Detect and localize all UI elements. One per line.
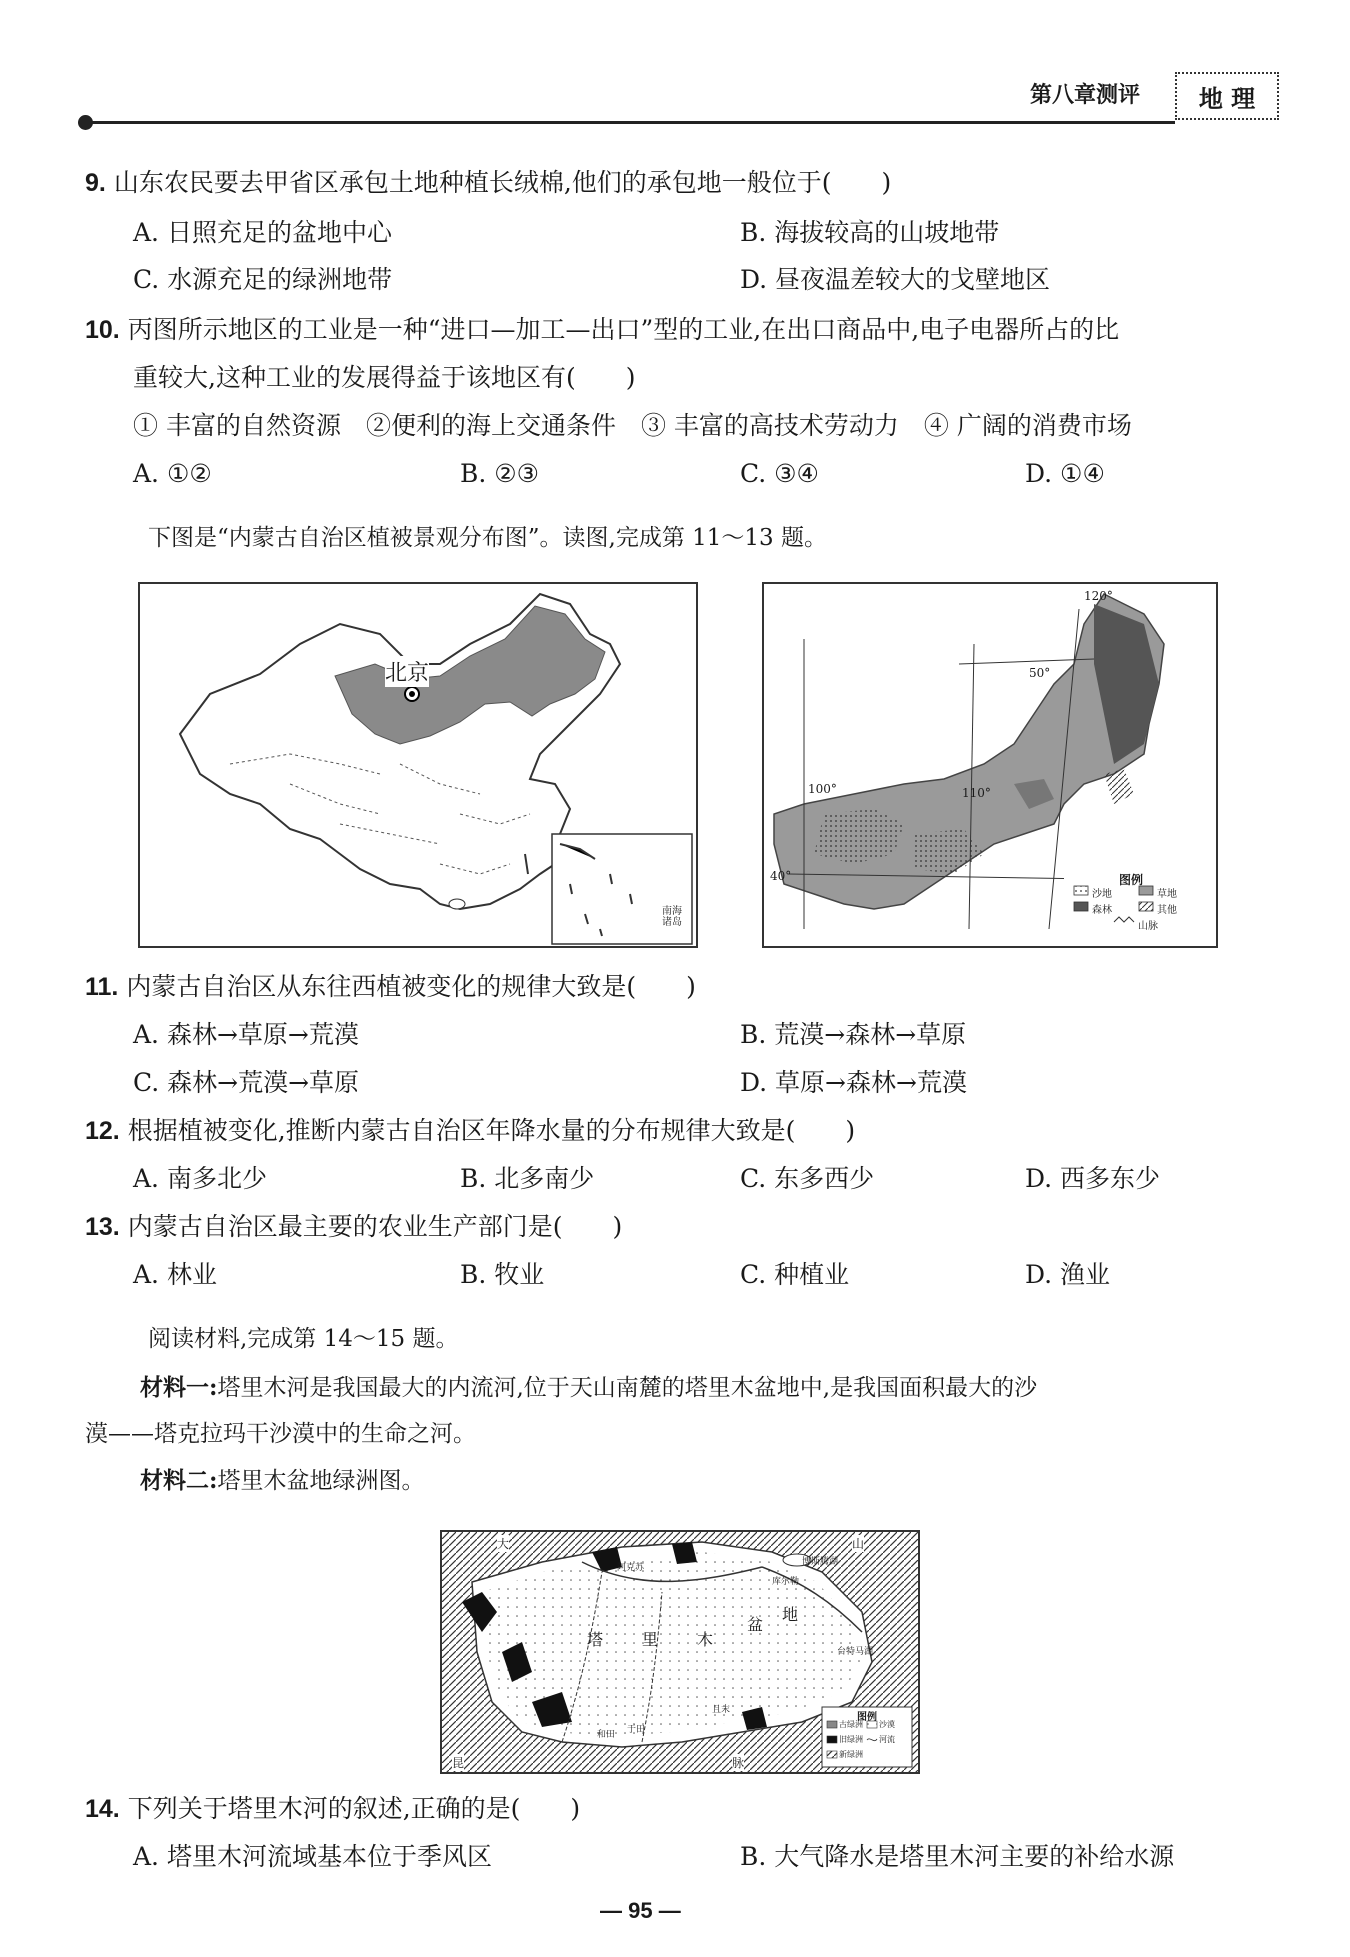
basin-char-5: 地 (782, 1605, 799, 1624)
china-map (138, 582, 698, 948)
inset-label: 南海诸岛 (662, 906, 682, 928)
option-b[interactable]: B. 北多南少 (460, 1164, 595, 1193)
question-text: 根据植被变化,推断内蒙古自治区年降水量的分布规律大致是( ) (127, 1116, 856, 1145)
place-taitema: 台特马湖 (837, 1647, 874, 1657)
question-number: 14. (85, 1795, 120, 1823)
question-number: 12. (85, 1117, 120, 1145)
intro-11-13: 下图是“内蒙古自治区植被景观分布图”。读图,完成第 11～13 题。 (148, 525, 827, 551)
legend-mountain: 山脉 (1138, 921, 1158, 932)
question-text-line2: 重较大,这种工业的发展得益于该地区有( ) (133, 363, 636, 392)
inner-mongolia-map (762, 582, 1218, 948)
basin-char-4: 盆 (747, 1615, 764, 1634)
option-d[interactable]: D. 西多东少 (1025, 1164, 1161, 1193)
material-2 (140, 1465, 425, 1497)
edge-label-kun: 昆 (452, 1756, 465, 1770)
lon-120-label: 120° (1084, 589, 1113, 603)
legend-title: 图例 (1119, 873, 1144, 887)
option-a[interactable]: A. 林业 (133, 1260, 217, 1289)
legend-river: 河流 (879, 1735, 895, 1744)
option-c[interactable]: C. 东多西少 (740, 1164, 875, 1193)
place-aksu: 阿克苏 (617, 1563, 645, 1573)
legend-former-oasis: 旧绿洲 (839, 1735, 863, 1744)
material-1-line2: 漠——塔克拉玛干沙漠中的生命之河。 (85, 1421, 476, 1447)
legend-other: 其他 (1157, 905, 1177, 916)
option-d[interactable]: D. 昼夜温差较大的戈壁地区 (740, 265, 1051, 294)
inner-mongolia-map-svg (764, 584, 1216, 946)
material-1-line1: 塔里木河是我国最大的内流河,位于天山南麓的塔里木盆地中,是我国面积最大的沙 (217, 1375, 1038, 1401)
tarim-basin-map (440, 1530, 920, 1774)
question-text-line1: 丙图所示地区的工业是一种“进口—加工—出口”型的工业,在出口商品中,电子电器所占的比 (127, 315, 1120, 344)
basin-char-2: 里 (642, 1630, 659, 1649)
page-number: — 95 — (600, 1898, 681, 1923)
basin-char-1: 塔 (587, 1630, 604, 1649)
option-a[interactable]: A. 森林→草原→荒漠 (133, 1020, 359, 1049)
chapter-title: 第八章测评 (1030, 82, 1141, 108)
china-map-svg (140, 584, 696, 946)
material-1-label: 材料一: (140, 1374, 218, 1401)
intro-14-15: 阅读材料,完成第 14～15 题。 (148, 1326, 459, 1352)
option-c[interactable]: C. 水源充足的绿洲地带 (133, 265, 393, 294)
place-qiemo: 且末 (712, 1705, 731, 1715)
option-c[interactable]: C. ③④ (740, 459, 819, 488)
question-10 (85, 313, 1119, 347)
beijing-label: 北京 (385, 656, 429, 687)
place-hotan: 和田 (597, 1730, 616, 1740)
question-number: 13. (85, 1213, 120, 1241)
option-a[interactable]: A. 塔里木河流域基本位于季风区 (133, 1842, 492, 1871)
option-b[interactable]: B. 海拔较高的山坡地带 (740, 218, 1000, 247)
edge-label-mai: 脉 (732, 1756, 745, 1770)
question-11 (85, 970, 696, 1004)
question-9 (85, 166, 891, 200)
question-text: 山东农民要去甲省区承包土地种植长绒棉,他们的承包地一般位于( ) (113, 168, 892, 197)
place-yutian: 于田 (627, 1725, 646, 1735)
place-korla: 库尔勒 (772, 1577, 800, 1587)
basin-char-3: 木 (697, 1630, 714, 1649)
legend-old-oasis: 古绿洲 (839, 1720, 863, 1729)
material-2-text: 塔里木盆地绿洲图。 (217, 1468, 425, 1494)
lat-50-label: 50° (1029, 666, 1051, 680)
legend-grass: 草地 (1157, 889, 1177, 900)
question-13 (85, 1210, 622, 1244)
lon-100-label: 100° (808, 782, 837, 796)
option-d[interactable]: D. ①④ (1025, 459, 1105, 488)
question-text: 下列关于塔里木河的叙述,正确的是( ) (127, 1794, 581, 1823)
edge-label-da: 大 (497, 1537, 510, 1551)
option-b[interactable]: B. 牧业 (460, 1260, 545, 1289)
legend-title: 图例 (857, 1712, 877, 1723)
subject-label: 地 理 (1198, 83, 1256, 113)
question-items: ① 丰富的自然资源 ②便利的海上交通条件 ③ 丰富的高技术劳动力 ④ 广阔的消费市场 (133, 411, 1132, 440)
subject-box (1175, 72, 1279, 120)
option-b[interactable]: B. 大气降水是塔里木河主要的补给水源 (740, 1842, 1175, 1871)
question-text: 内蒙古自治区从东往西植被变化的规律大致是( ) (126, 972, 696, 1001)
legend-desert: 沙漠 (879, 1720, 895, 1729)
question-14 (85, 1792, 580, 1826)
option-d[interactable]: D. 草原→森林→荒漠 (740, 1068, 967, 1097)
option-a[interactable]: A. 南多北少 (133, 1164, 267, 1193)
option-c[interactable]: C. 森林→荒漠→草原 (133, 1068, 360, 1097)
lat-40-label: 40° (770, 869, 792, 883)
lon-110-label: 110° (962, 786, 991, 800)
legend-forest: 森林 (1092, 905, 1112, 916)
question-12 (85, 1114, 855, 1148)
question-number: 11. (85, 973, 119, 1001)
option-b[interactable]: B. 荒漠→森林→草原 (740, 1020, 967, 1049)
question-text: 内蒙古自治区最主要的农业生产部门是( ) (127, 1212, 623, 1241)
question-number: 9. (85, 169, 106, 197)
material-1 (140, 1372, 1037, 1404)
option-d[interactable]: D. 渔业 (1025, 1260, 1111, 1289)
option-a[interactable]: A. 日照充足的盆地中心 (133, 218, 392, 247)
legend-sand: 沙地 (1092, 889, 1112, 900)
header-rule (85, 121, 1175, 124)
place-bosten: 博斯腾湖 (802, 1557, 839, 1567)
option-c[interactable]: C. 种植业 (740, 1260, 850, 1289)
option-b[interactable]: B. ②③ (460, 459, 540, 488)
edge-label-shan: 山 (852, 1537, 865, 1551)
option-a[interactable]: A. ①② (133, 459, 212, 488)
legend-new-oasis: 新绿洲 (839, 1750, 863, 1759)
question-number: 10. (85, 316, 120, 344)
material-2-label: 材料二: (140, 1467, 218, 1494)
